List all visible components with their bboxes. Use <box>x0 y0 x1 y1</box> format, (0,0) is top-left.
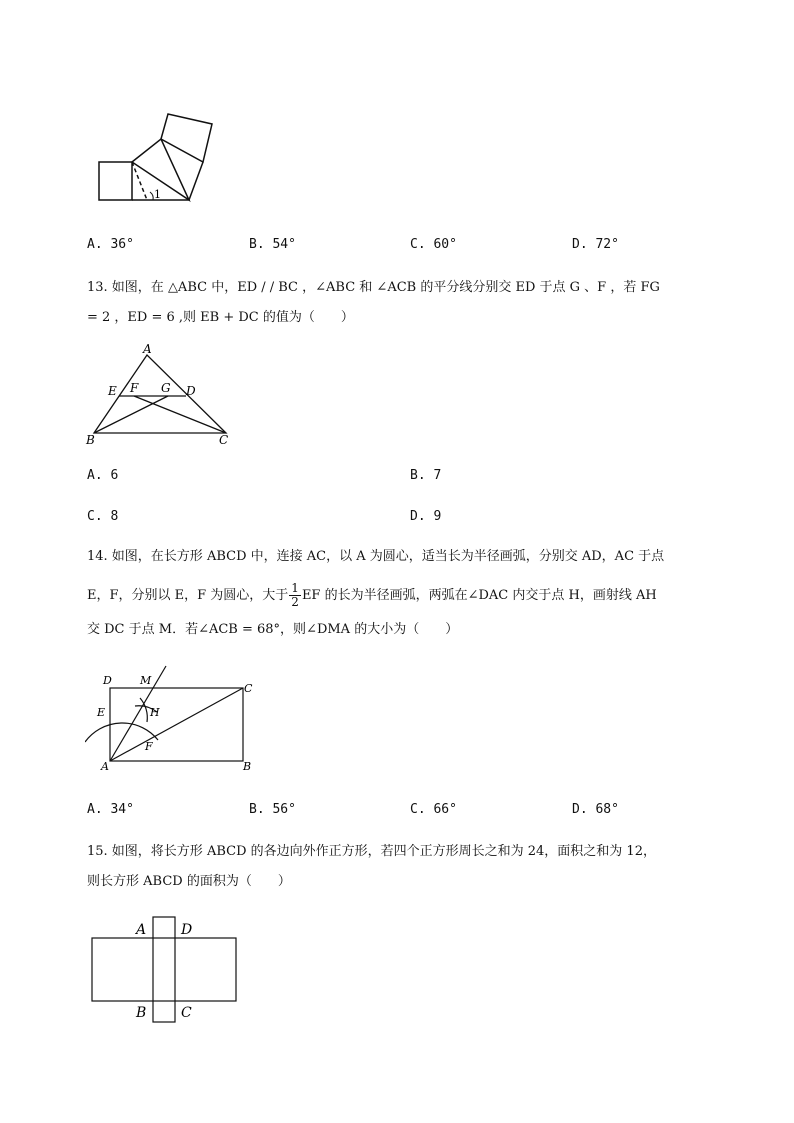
q14-stem-line2 <box>87 582 657 609</box>
q12-option-a[interactable]: A. 36° <box>87 237 134 252</box>
q14-stem-line2-after: EF 的长为半径画弧，两弧在∠DAC 内交于点 H，画射线 AH <box>301 588 657 603</box>
q13-label-c: C <box>219 433 229 447</box>
q15-stem-line2: 则长方形 ABCD 的面积为（ ） <box>87 874 291 889</box>
q15-figure <box>85 912 245 1027</box>
q13-label-f: F <box>130 381 139 395</box>
q14-stem-line1: 14. 如图，在长方形 ABCD 中，连接 AC，以 A 为圆心，适当长为半径画弧，分别交 AD，AC 于点 <box>87 549 665 564</box>
q13-bisector-c <box>134 396 226 433</box>
q14-option-a[interactable]: A. 34° <box>87 802 134 817</box>
q15-label-a: A <box>136 922 147 938</box>
q14-stem-line2-before: E，F，分别以 E，F 为圆心，大于 <box>87 588 289 603</box>
q14-label-d: D <box>103 674 112 687</box>
q14-label-m: M <box>140 674 152 687</box>
q15-label-b: B <box>136 1005 147 1021</box>
q13-label-a: A <box>143 342 152 356</box>
q14-option-d[interactable]: D. 68° <box>572 802 619 817</box>
q15-tall-rectangle <box>153 917 175 1022</box>
q14-arc-h2 <box>140 698 147 722</box>
q14-option-c[interactable]: C. 66° <box>410 802 457 817</box>
q15-label-d: D <box>181 922 193 938</box>
q15-wide-rectangle <box>92 938 236 1001</box>
q12-angle-arc <box>150 192 153 200</box>
q13-label-e: E <box>108 384 117 398</box>
q12-option-b[interactable]: B. 54° <box>249 237 296 252</box>
q14-diagonal-ac <box>110 688 243 761</box>
q13-label-d: D <box>186 384 196 398</box>
q12-angle-label: 1 <box>154 188 161 201</box>
q13-figure <box>82 340 242 450</box>
q13-option-a[interactable]: A. 6 <box>87 468 119 483</box>
q14-option-b[interactable]: B. 56° <box>249 802 296 817</box>
q12-option-c[interactable]: C. 60° <box>410 237 457 252</box>
q14-figure <box>85 662 265 777</box>
q12-figure <box>95 110 220 205</box>
q13-label-b: B <box>86 433 95 447</box>
q12-left-square <box>99 162 132 200</box>
q14-label-h: H <box>150 706 160 719</box>
q13-bisector-b <box>94 396 168 433</box>
q14-label-c: C <box>244 682 253 695</box>
q13-label-g: G <box>161 381 171 395</box>
q14-label-b: B <box>243 760 252 773</box>
q14-stem-line3: 交 DC 于点 M．若∠ACB = 68°，则∠DMA 的大小为（ ） <box>87 622 459 637</box>
q13-option-b[interactable]: B. 7 <box>410 468 442 483</box>
q14-label-a: A <box>101 760 109 773</box>
q13-stem-line1: 13. 如图，在 △ABC 中，ED / / BC ，∠ABC 和 ∠ACB 的平分线分别交 ED 于点 G 、F ，若 FG <box>87 280 660 295</box>
q14-label-f: F <box>145 740 153 753</box>
q15-label-c: C <box>181 1005 192 1021</box>
q12-option-d[interactable]: D. 72° <box>572 237 619 252</box>
q14-fraction: $\frac{1}{2}$ <box>291 581 299 609</box>
q15-stem-line1: 15. 如图，将长方形 ABCD 的各边向外作正方形，若四个正方形周长之和为 24，面积之和为 12， <box>87 844 656 859</box>
q13-option-d[interactable]: D. 9 <box>410 509 442 524</box>
q13-stem-line2: = 2 ，ED = 6 ,则 EB + DC 的值为（ ） <box>87 310 354 325</box>
q13-option-c[interactable]: C. 8 <box>87 509 119 524</box>
q14-label-e: E <box>97 706 106 719</box>
